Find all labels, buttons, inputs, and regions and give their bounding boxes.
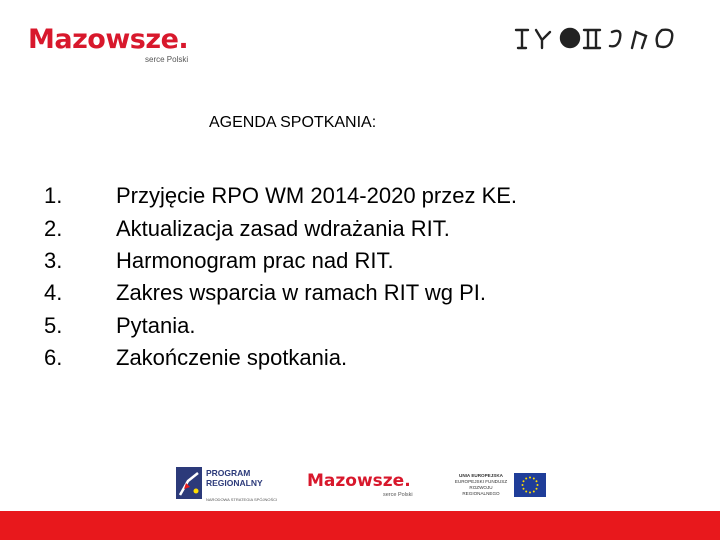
agenda-item-number: 1. [44,183,63,209]
brand-tagline: serce Polski [145,55,189,64]
agenda-item-text: Zakres wsparcia w ramach RIT wg PI. [116,280,487,306]
agenda-item [44,310,517,342]
eu-label-line3: ROZWOJU REGIONALNEGO [462,485,500,496]
footer-logos [0,463,720,509]
eu-label [451,473,511,497]
agenda-item-number: 2. [44,215,63,241]
brand-wordmark: Mazowsze. [28,24,189,55]
agenda-title: AGENDA SPOTKANIA: [209,114,377,131]
footer-brand-wordmark: Mazowsze. [307,471,411,491]
agenda-item [44,277,517,309]
eu-label-line2: EUROPEJSKI FUNDUSZ [454,479,508,484]
footer-red-bar [0,511,720,540]
program-label-line2: REGIONALNY [206,477,263,488]
agenda-item-text: Zakończenie spotkania. [116,345,348,371]
footer-brand-tagline: serce Polski [383,492,413,498]
agenda-item-text: Harmonogram prac nad RIT. [116,247,394,273]
agenda-item-number: 5. [44,312,63,338]
mazovian-folk-symbols-icon [512,24,692,54]
program-regionalny-logo-icon [176,467,202,499]
program-regionalny-label [206,469,263,488]
agenda-item-text: Aktualizacja zasad wdrażania RIT. [116,215,450,241]
agenda-list [44,180,517,374]
agenda-item-number: 6. [44,345,63,371]
agenda-item-text: Przyjęcie RPO WM 2014-2020 przez KE. [116,183,518,209]
eu-flag-icon [514,473,546,497]
eu-label-line1: UNIA EUROPEJSKA [459,473,503,478]
program-sub-label: NARODOWA STRATEGIA SPÓJNOŚCI [206,497,278,502]
agenda-item-number: 4. [44,280,63,306]
agenda-item [44,342,517,374]
agenda-item [44,245,517,277]
agenda-item [44,180,517,212]
agenda-item-text: Pytania. [116,312,196,338]
mazowsze-logo [28,24,218,68]
agenda-item [44,212,517,244]
program-label-line1: PROGRAM [206,468,251,478]
agenda-item-number: 3. [44,247,63,273]
